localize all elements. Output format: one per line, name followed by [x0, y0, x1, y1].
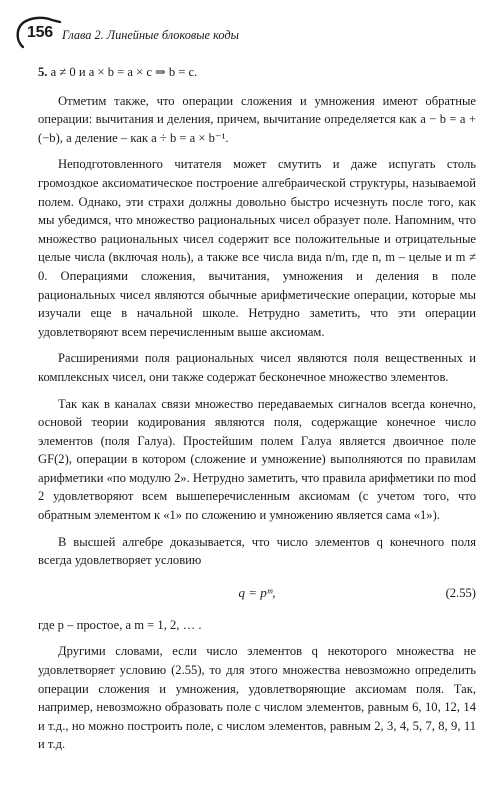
formula-expression: q = pᵐ, — [238, 584, 276, 600]
display-formula — [38, 580, 476, 608]
formula-number: (2.55) — [445, 585, 476, 600]
paragraph: Другими словами, если число элементов q некоторого множества не удовлетворяет условию (2.55), то для этого множества невозможно определить операции сложения и умножения, удовлетворяющие аксиомам поля. Так, например, невозможно образовать поле с числом элементов, равным 6, 10, 12, 14 и т.д., но можно построить поле, с числом элементов, равным 2, 3, 4, 5, 7, 8, 9, 11 и т.д. — [38, 644, 476, 752]
page-number: 156 — [27, 24, 53, 41]
paragraph: В высшей алгебре доказывается, что число элементов q конечного поля всегда удовлетворяет условию — [38, 534, 476, 568]
page-number-badge — [14, 16, 62, 52]
running-header — [14, 16, 474, 52]
item-text: a ≠ 0 и a × b = a × c ⇒ b = c. — [50, 65, 198, 79]
axiom-item-5 — [38, 63, 476, 82]
paragraph: Неподготовленного читателя может смутить и даже испугать столь громоздкое аксиоматическое построение алгебраической структуры, называемой полем. Однако, эти страхи должны довольно быстро исчезнуть после того, как мы убедимся, что множество рациональных чисел образует поле. Напомним, что множество рациональных чисел содержит все положительные и отрицательные целые числа (включая ноль), а также все числа вида n/m, где n, m – целые и m ≠ 0. Операциями сложения, вычитания, умножения и деления в поле рациональных чисел являются обычные арифметические операции, которые мы изучали еще в начальной школе. Нетрудно заметить, что эти операции удовлетворяют всем перечисленным выше аксиомам. — [38, 157, 476, 339]
paragraph: Расширениями поля рациональных чисел являются поля вещественных и комплексных чисел, они также содержат бесконечное множество элементов. — [38, 351, 476, 384]
item-number: 5. — [38, 65, 48, 79]
formula-explanation: где p – простое, а m = 1, 2, … . — [38, 617, 202, 632]
paragraph: Так как в каналах связи множество передаваемых сигналов всегда конечно, основой теории кодирования являются поля, содержащие конечное число элементов (поля Галуа). Простейшим полем Галуа является двоичное поле GF(2), операции в котором (сложение и умножение) выполняются по правилам арифметики «по модулю 2». Нетрудно заметить, что правила арифметики по mod 2 удовлетворяют всем вышеперечисленным аксиомам (с учетом того, что обратным элементом к «1» по сложению и умножению является сама «1»). — [38, 396, 476, 523]
running-title: Глава 2. Линейные блоковые коды — [62, 28, 239, 42]
body-text — [38, 63, 476, 754]
paragraph: Отметим также, что операции сложения и умножения имеют обратные операции: вычитания и деления, причем, вычитание определяется как a − b = a + (−b), а деление – как a ÷ b = a × b⁻¹. — [38, 93, 476, 145]
